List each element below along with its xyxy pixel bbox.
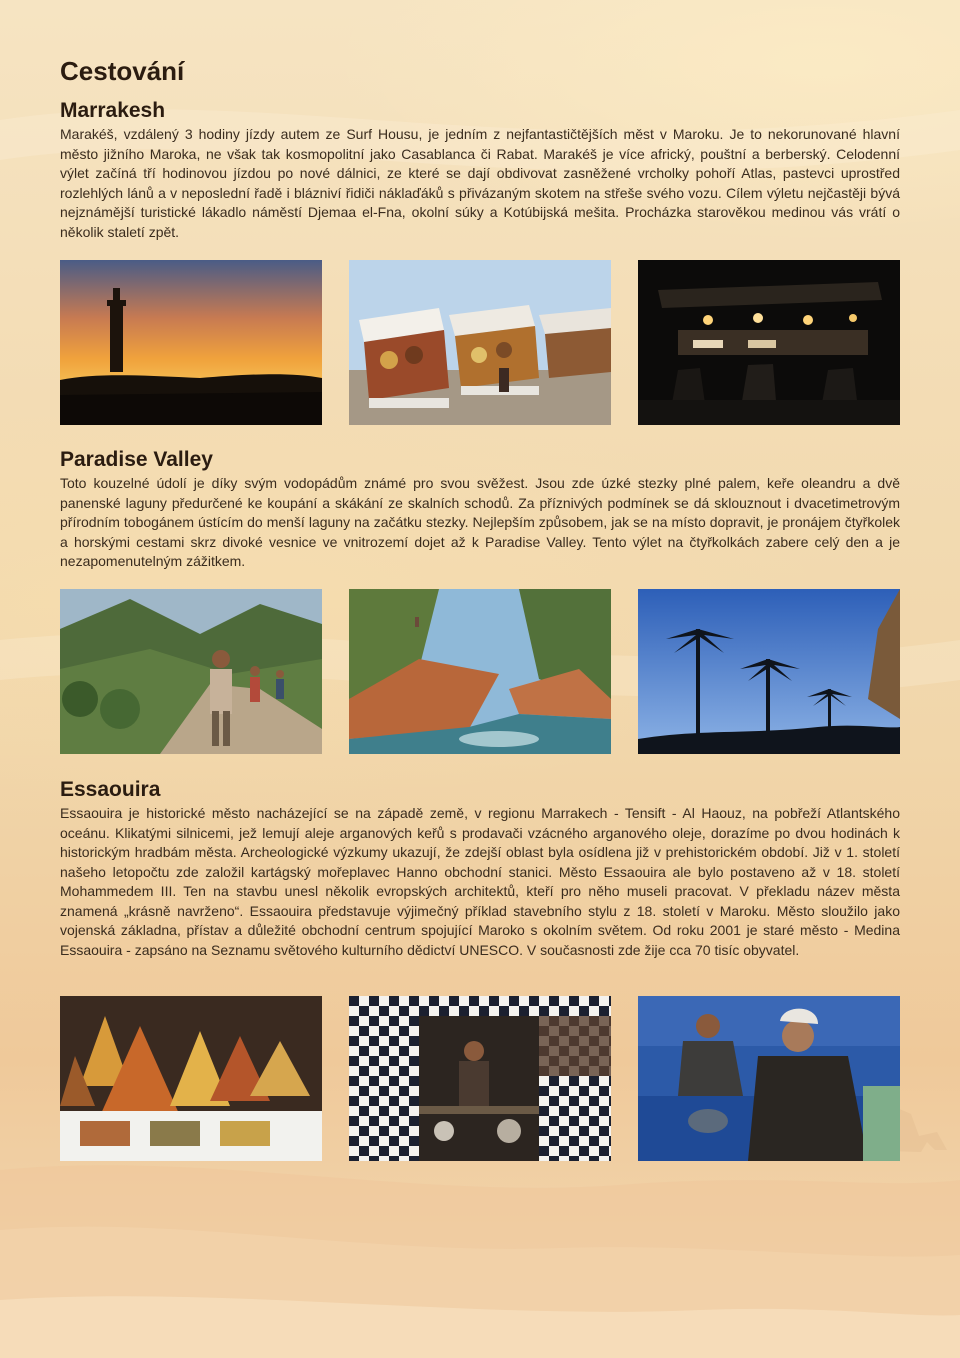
page-title: Cestování — [60, 56, 185, 86]
photo-men-blue-boat — [638, 996, 900, 1161]
photo-lagoon-rocks — [349, 589, 611, 754]
photo-shop-checkered-wall — [349, 996, 611, 1161]
photo-night-food-stalls — [638, 260, 900, 425]
photo-palm-silhouettes — [638, 589, 900, 754]
photo-market-stalls — [349, 260, 611, 425]
section-text-essaouira: Essaouira je historické město nacházející se na západě země, v regionu Marrakech - Tensift - Al Haouz, na pobřeží Atlantského oceánu. Klikatými silnicemi, jež lemují aleje arganových keřů s prodavači vzácného arganového oleje, dorazíme po dvou hodinách k historickým hradbám města. Archeologické výzkumy ukazují, že zdejší oblast byla osídlena již v prehistorickém období. Již v 1. století našeho letopočtu zde založil kartágský mořeplavec Hanno obchodní stanici. Město Essaouira ale bylo postaveno až v 18. století Mohammedem III. Ten na stavbu unesl několik evropských architektů, kteří pro něho museli pracovat. V překladu název města znamená „krásně navrženo“. Essaouira představuje výjimečný příklad stavebního stylu z 18. století v Maroku. Město sloužilo jako vojenská základna, přístav a důležité obchodní centrum spojující Maroko s okolním světem. Od roku 2001 je staré město - Medina Essaouira - zapsáno na Seznamu světového kulturního dědictví UNESCO. V současnosti zde žije cca 70 tisíc obyvatel. — [60, 805, 900, 958]
photo-koutoubia-sunset — [60, 260, 322, 425]
section-heading-essaouira: Essaouira — [60, 778, 161, 801]
photo-hikers-trail — [60, 589, 322, 754]
section-heading-paradise-valley: Paradise Valley — [60, 448, 213, 471]
section-marrakesh — [60, 99, 900, 242]
section-heading-marrakesh: Marrakesh — [60, 99, 166, 122]
section-essaouira — [60, 778, 900, 960]
photo-row-essaouira — [60, 996, 900, 1161]
section-text-paradise-valley: Toto kouzelné údolí je díky svým vodopádům známé pro svou svěžest. Jsou zde úzké stezky plné palem, keře oleandru a dvě panenské laguny předurčené ke koupání a skákání ze skalních schodů. Za příznivých podmínek se dá sklouznout i dvacetimetrovým přírodním tobogánem ústícím do menší laguny na začátku stezky. Nejlepším způsobem, jak se na místo dopravit, je pronájem čtyřkolek a horskými cestami skrz divoké vesnice ve vnitrozemí dojet až k Paradise Valley. Tento výlet na čtyřkolkách zabere celý den a je nezapomenutelným zážitkem. — [60, 475, 900, 569]
photo-spice-pyramids — [60, 996, 322, 1161]
photo-row-paradise-valley — [60, 589, 900, 754]
photo-row-marrakesh — [60, 260, 900, 425]
section-paradise-valley — [60, 448, 900, 572]
section-text-marrakesh: Marakéš, vzdálený 3 hodiny jízdy autem ze Surf Housu, je jedním z nejfantastičtějších měst v Maroku. Je to nekorunované hlavní město jižního Maroka, ne však tak kosmopolitní jako Casablanca či Rabat. Marakéš je více africký, pouštní a berberský. Celodenní výlet začíná tří hodinovou jízdou po nové dálnici, ze které se dají obdivovat zasněžené vrcholky pohoří Atlas, pastevci uprostřed rozlehlých lánů a v neposlední řadě i blázniví řidiči náklaďáků s přivázaným skotem na střeše svého vozu. Cílem výletu nejčastěji bývá nejznámější turistické lákadlo náměstí Djemaa el-Fna, okolní súky a Kotúbijská mešita. Procházka starověkou medinou vás vrátí o několik staletí zpět. — [60, 126, 900, 240]
